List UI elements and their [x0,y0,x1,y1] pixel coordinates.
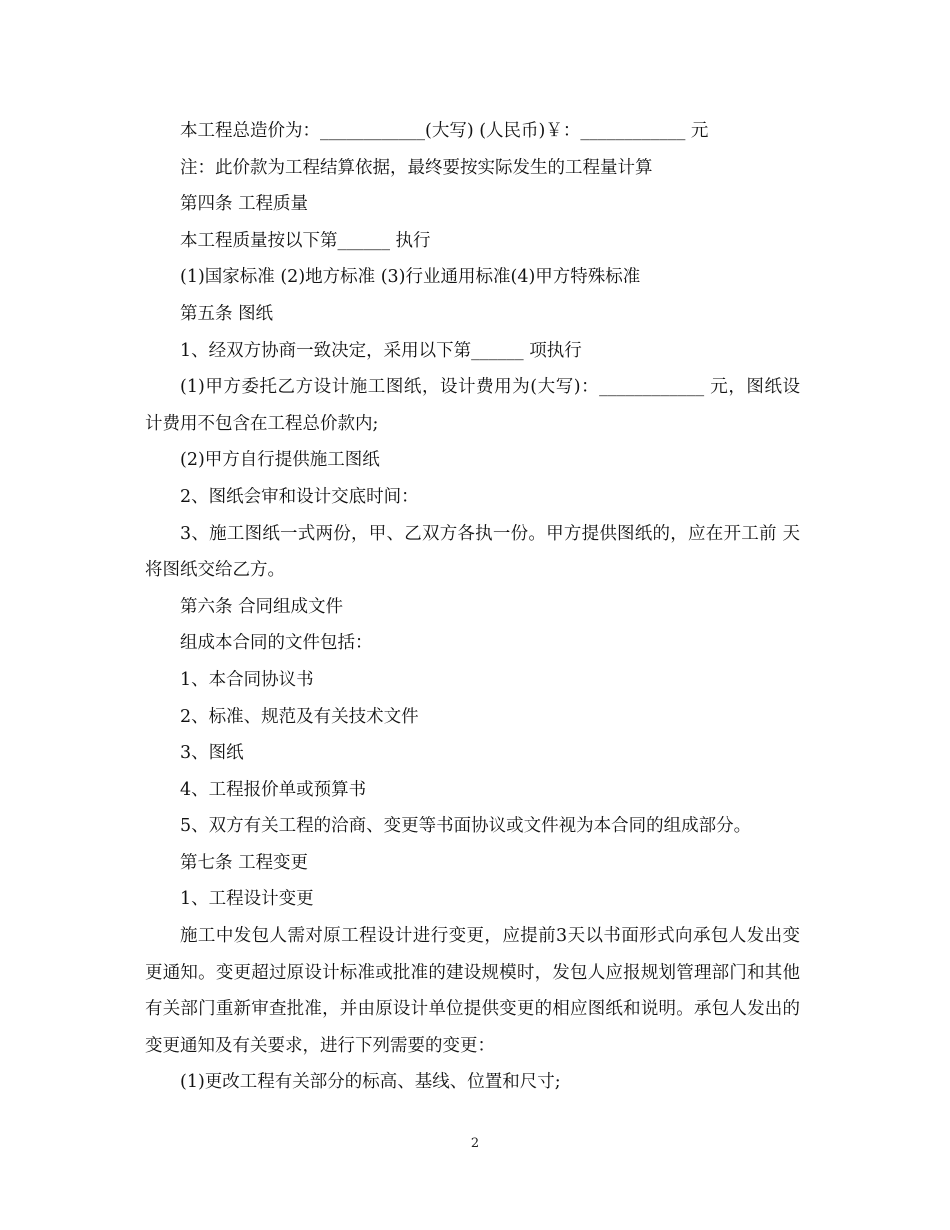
heading-article-7: 第七条 工程变更 [180,852,309,873]
heading-article-6: 第六条 合同组成文件 [180,596,344,617]
paragraph-change-item-1: (1)更改工程有关部分的标高、基线、位置和尺寸; [180,1072,561,1093]
list-item-agreement: 1、本合同协议书 [180,669,314,690]
paragraph-drawing-copies: 3、施工图纸一式两份，甲、乙双方各执一份。甲方提供图纸的，应在开工前 天将图纸交给乙方。 [145,523,800,581]
paragraph-price-note: 注：此价款为工程结算依据，最终要按实际发生的工程量计算 [180,157,653,178]
paragraph-contract-documents: 组成本合同的文件包括： [180,633,373,654]
paragraph-drawing-option: 1、经双方协商一致决定，采用以下第______ 项执行 [180,340,582,361]
document-body [145,113,800,1101]
list-item-quotation: 4、工程报价单或预算书 [180,779,367,800]
heading-article-4: 第四条 工程质量 [180,194,309,215]
paragraph-design-change: 1、工程设计变更 [180,889,314,910]
paragraph-quality-standard: 本工程质量按以下第______ 执行 [180,230,431,251]
paragraph-design-fee: (1)甲方委托乙方设计施工图纸，设计费用为(大写)：____________ 元，图纸设计费用不包含在工程总价款内; [145,377,800,434]
paragraph-standard-options: (1)国家标准 (2)地方标准 (3)行业通用标准(4)甲方特殊标准 [180,267,641,288]
page-number: 2 [470,1136,480,1151]
paragraph-change-procedure: 施工中发包人需对原工程设计进行变更，应提前3天以书面形式向承包人发出变更通知。变更超过原设计标准或批准的建设规模时，发包人应报规划管理部门和其他有关部门重新审查批准，并由原设计单位提供变更的相应图纸和说明。承包人发出的变更通知及有关要求，进行下列需要的变更： [145,926,800,1056]
paragraph-self-provided-drawings: (2)甲方自行提供施工图纸 [180,450,380,471]
list-item-negotiations: 5、双方有关工程的洽商、变更等书面协议或文件视为本合同的组成部分。 [180,816,752,837]
paragraph-drawing-review: 2、图纸会审和设计交底时间： [180,486,419,507]
list-item-drawings: 3、图纸 [180,743,244,764]
list-item-standards: 2、标准、规范及有关技术文件 [180,706,419,727]
paragraph-total-price: 本工程总造价为：____________(大写) (人民币)￥：____________ 元 [180,121,709,141]
heading-article-5: 第五条 图纸 [180,303,274,324]
